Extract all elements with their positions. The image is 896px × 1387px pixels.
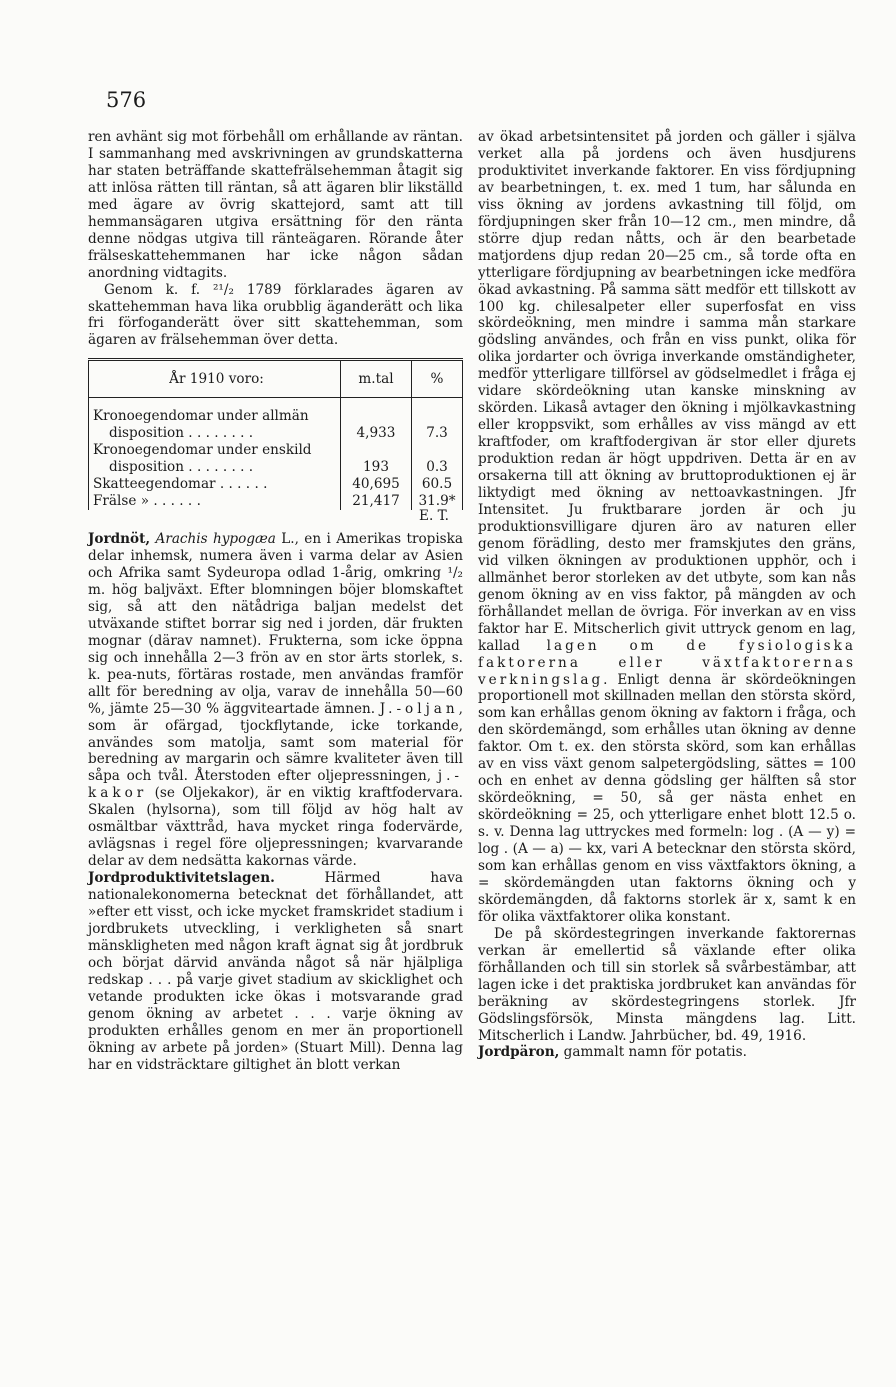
header-count: m.tal (341, 361, 412, 398)
entry-jordnot: Jordnöt, Arachis hypogæa L., en i Amerikas tropiska delar inhemsk, numera även i varma delar av Asien och Afrika samt Sydeuropa odlad 1-årig, omkring ¹/₂ m. hög baljväxt. Efter blomningen böjer blomskaftet sig, så att den nätådriga baljan medelst det utväxande stiftet borrar sig ned i jorden, där frukten mognar (därav namnet). Frukterna, som icke öppna sig och innehålla 2—3 frön av en stor ärts storlek, s. k. pea-nuts, förtäras rostade, men användas framför allt för beredning av olja, varav de innehålla 50—60 %, jämte 25—30 % äggviteartade ämnen. J.-oljan, som är ofärgad, tjockflytande, icke torkande, användes som matolja, samt som material för beredning av margarin och sämre kvaliteter även till såpa och tvål. Återstoden efter oljepressningen, j.-kakor (se Oljekakor), är en viktig kraftfodervara. Skalen (hylsorna), som till följd av hög halt av osmältbar växttråd, hava mycket ringa fodervärde, avlägsnas i regel före oljepressningen; kvarvarande delar av dem nedsätta kakornas värde. (88, 531, 463, 870)
table-cell-count: 4,933 (341, 408, 412, 442)
latin-name: Arachis hypogæa (155, 531, 276, 548)
entry-headword: Jordpäron, (478, 1044, 560, 1061)
spaced-term: J.-oljan (379, 700, 459, 717)
paragraph-1: ren avhänt sig mot förbehåll om erhållande av räntan. I sammanhang med avskrivningen av grundskatterna har staten beträffande skattefrälsehemman åtagit sig att inlösa rätten till räntan, så att ägaren blir likställd med ägare av övrig skattejord, samt att till hemmansägaren utgiva ersättning för den ränta denne nödgas utgiva till ränteägaren. Rörande åter frälseskattehemmanen har icke någon sådan anordning vidtagits. (88, 129, 463, 281)
table-row-label: Skatteegendomar . . . . . . (89, 476, 341, 493)
entry-jordproduktivitetslagen: Jordproduktivitetslagen. Härmed hava nationalekonomerna betecknat det förhållandet, att »efter ett visst, och icke mycket framskridet stadium i jordbrukets utveckling, i verkligheten så snart mänskligheten med någon kraft ägnat sig åt jordbruk och börjat därvid använda något så när hjälpliga redskap . . . på varje givet stadium av skicklighet och vetande produkten icke ökas i motsvarande grad genom ökning av arbetet . . . varje ökning av produkten erhålles genom en mer än proportionell ökning av arbete på jorden» (Stuart Mill). Denna lag har en vidsträcktare giltighet än blott verkan (88, 870, 463, 1073)
paragraph-continued: av ökad arbetsintensitet på jorden och gäller i själva verket alla på jordens och även husdjurens produktivitet inverkande faktorer. En viss fördjupning av bearbetningen, t. ex. med 1 tum, har sålunda en viss ökning av jordens avkastning till följd, om fördjupningen sker från 10—12 cm., men mindre, då större djup redan nåtts, och är den bearbetade matjordens djup redan 20—25 cm., så torde ofta en ytterligare fördjupning av bearbetningen icke medföra ökad avkastning. På samma sätt medför ett tillskott av 100 kg. chilesalpeter eller superfosfat en viss skördeökning, men mindre i samma mån starkare gödsling användes, och från en viss punkt, olika för olika jordarter och övriga inverkande omständigheter, medför ytterligare tillförsel av gödselmedlet i fråga ej vidare skördeökning utan kanske minskning av skörden. Likaså avtager den ökning i mjölkavkastning eller kroppsvikt, som erhålles av viss mängd av ett kraftfoder, om kraftfodergivan är stor eller djurets produktion redan är högt uppdriven. Detta är en av orsakerna till att ökning av bruttoproduktionen ej är liktydigt med ökning av nettoavkastningen. Jfr Intensitet. Ju fruktbarare jorden är och ju produktionsvilligare djuren äro av naturen eller genom förädling, desto mer framskjutes den gräns, vid vilken ökningen av produktionen upphör, och i allmänhet beror storleken av det utbyte, som kan nås genom ökning av en viss faktor, på mängden av och förhållandet mellan de övriga. För inverkan av en viss faktor har E. Mitscherlich givit uttryck genom en lag, kallad lagen om de fysiologiska faktorerna eller växtfaktorernas verkningslag. Enligt denna är skördeökningen proportionell mot skillnaden mellan den största skörd, som kan erhållas genom ökning av faktorn i fråga, och den skördemängd, som erhålles utan ökning av denne faktor. Om t. ex. den största skörd, som kan erhållas av en viss växt genom salpetergödsling, sättes = 100 och en enhet av denna gödsling ger hälften så stor skördeökning, = 50, så ger nästa enhet en skördeökning = 25, och ytterligare enhet blott 12.5 o. s. v. Denna lag uttryckes med formeln: log . (A — y) = log . (A — a) — kx, vari A betecknar den största skörd, som kan erhållas genom en viss växtfaktors ökning, a = skördemängden utan faktorns ökning och y skördemängden, då faktorns storlek är x, samt k en för olika växtfaktorer olika konstant. (478, 129, 857, 925)
statistics-table-block (88, 358, 463, 525)
entry-headword: Jordnöt, (88, 531, 151, 548)
spaced-term: lagen om de fysiologiska faktorerna eller växtfaktorernas verkningslag (478, 637, 857, 688)
left-column (88, 129, 463, 1074)
table-cell-percent: 0.3 (412, 442, 463, 476)
entry-jordparon: Jordpäron, gammalt namn för potatis. (478, 1044, 747, 1061)
table-row-label: Frälse » . . . . . . (89, 493, 341, 510)
table-row-label: Kronoegendomar under allmän disposition . . . . . . . . (89, 408, 341, 442)
author-signature: E. T. (419, 508, 449, 525)
spaced-term: j.-kakor (88, 768, 463, 802)
table-cell-percent: 7.3 (412, 408, 463, 442)
table-cell-count: 21,417 (341, 493, 412, 510)
table-cell-percent: 60.5 (412, 476, 463, 493)
statistics-table (88, 361, 463, 510)
entry-headword: Jordproduktivitetslagen. (88, 870, 275, 887)
table-row-label: Kronoegendomar under enskild disposition . . . . . . . . (89, 442, 341, 476)
header-percent: % (412, 361, 463, 398)
table-cell-count: 193 (341, 442, 412, 476)
right-column (478, 129, 856, 1061)
header-year: År 1910 voro: (89, 361, 341, 398)
paragraph-2: Genom k. f. ²¹/₂ 1789 förklarades ägaren av skattehemman hava lika orubblig äganderätt och lika fri förfoganderätt över sitt skattehemman, som ägaren av frälsehemman över detta. (88, 281, 463, 349)
table-cell-percent: 31.9* (412, 493, 463, 510)
paragraph-2: De på skördestegringen inverkande faktorernas verkan är emellertid så växlande efter olika förhållanden och till sin storlek så svårbestämbar, att lagen icke i det praktiska jordbruket kan användas för beräkning av skördestegringens storlek. Jfr Gödslingsförsök, Minsta mängdens lag. Litt. Mitscherlich i Landw. Jahrbücher, bd. 49, 1916. (478, 925, 856, 1044)
table-cell-count: 40,695 (341, 476, 412, 493)
page-number: 576 (106, 88, 147, 112)
